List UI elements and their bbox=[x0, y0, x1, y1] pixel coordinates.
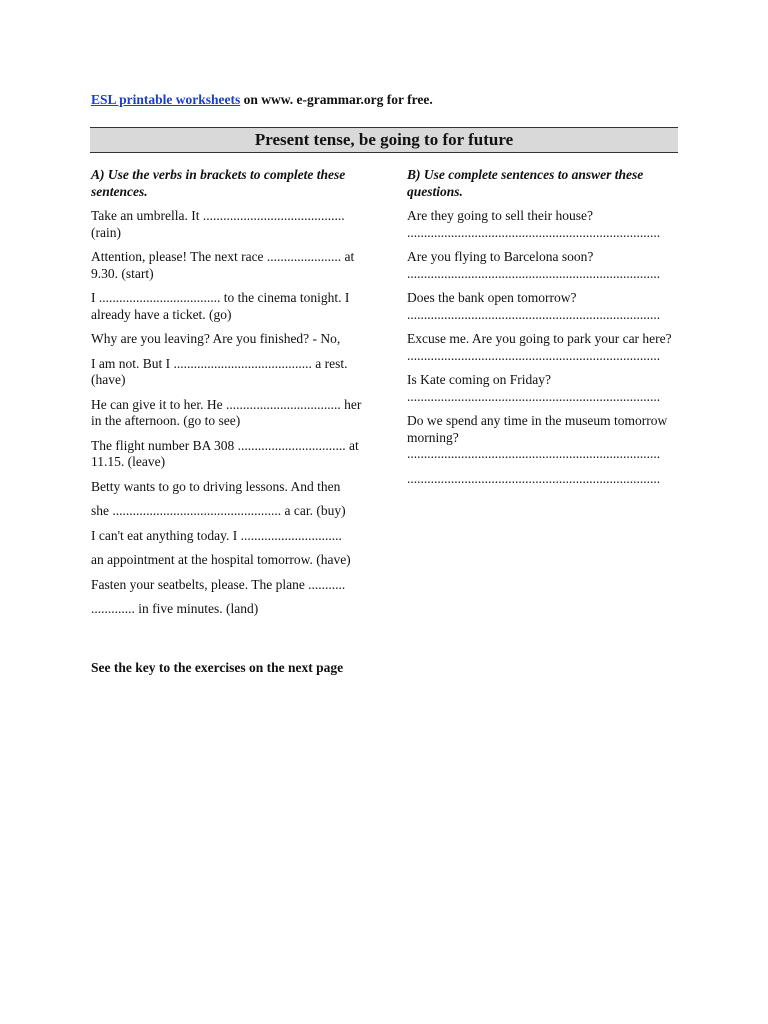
exercise-item: He can give it to her. He .................................. her in the afternoon. (go to see) bbox=[91, 396, 362, 428]
answer-key-note: See the key to the exercises on the next page bbox=[91, 660, 344, 675]
answer-line: ........................................................................... bbox=[407, 470, 661, 486]
header-line bbox=[91, 92, 433, 108]
question: Does the bank open tomorrow? bbox=[407, 290, 577, 305]
question: Are you flying to Barcelona soon? bbox=[407, 249, 594, 264]
question: Do we spend any time in the museum tomorrow morning? bbox=[407, 413, 668, 445]
question: Is Kate coming on Friday? bbox=[407, 372, 551, 387]
exercise-item: I am not. But I ......................................... a rest. (have) bbox=[91, 355, 348, 387]
answer-line: ........................................................................... bbox=[407, 224, 661, 240]
answer-line: ........................................................................... bbox=[407, 446, 661, 461]
exercise-item: Attention, please! The next race ...................... at 9.30. (start) bbox=[91, 249, 355, 281]
exercise-item: Why are you leaving? Are you finished? - No, bbox=[91, 331, 341, 346]
section-a bbox=[91, 167, 363, 626]
exercise-item: she .................................................. a car. (buy) bbox=[91, 503, 346, 518]
exercise-item: Betty wants to go to driving lessons. And then bbox=[91, 478, 341, 494]
header-text: on www. e-grammar.org for free. bbox=[240, 92, 433, 107]
esl-worksheets-link[interactable]: ESL printable worksheets bbox=[91, 92, 241, 107]
question: Excuse me. Are you going to park your car here? bbox=[407, 331, 672, 346]
answer-line: ........................................................................... bbox=[407, 388, 661, 404]
answer-line: ........................................................................... bbox=[407, 306, 661, 322]
exercise-item: I .................................... to the cinema tonight. I already have a ticket. (go) bbox=[91, 290, 350, 322]
section-b-instruction: B) Use complete sentences to answer these questions. bbox=[407, 167, 644, 199]
answer-line: ........................................................................... bbox=[407, 265, 661, 281]
answer-line: ........................................................................... bbox=[407, 347, 661, 363]
exercise-item: an appointment at the hospital tomorrow. (have) bbox=[91, 552, 351, 567]
exercise-item: I can't eat anything today. I .............................. bbox=[91, 527, 342, 543]
exercise-item: Take an umbrella. It .......................................... (rain) bbox=[91, 208, 345, 240]
worksheet-title: Present tense, be going to for future bbox=[90, 127, 678, 153]
question: Are they going to sell their house? bbox=[407, 208, 593, 223]
section-a-instruction: A) Use the verbs in brackets to complete these sentences. bbox=[91, 167, 346, 199]
exercise-item: The flight number BA 308 ................................ at 11.15. (leave) bbox=[91, 437, 359, 469]
exercise-item: ............. in five minutes. (land) bbox=[91, 601, 259, 616]
section-b bbox=[407, 167, 679, 495]
exercise-item: Fasten your seatbelts, please. The plane ........... bbox=[91, 576, 346, 592]
